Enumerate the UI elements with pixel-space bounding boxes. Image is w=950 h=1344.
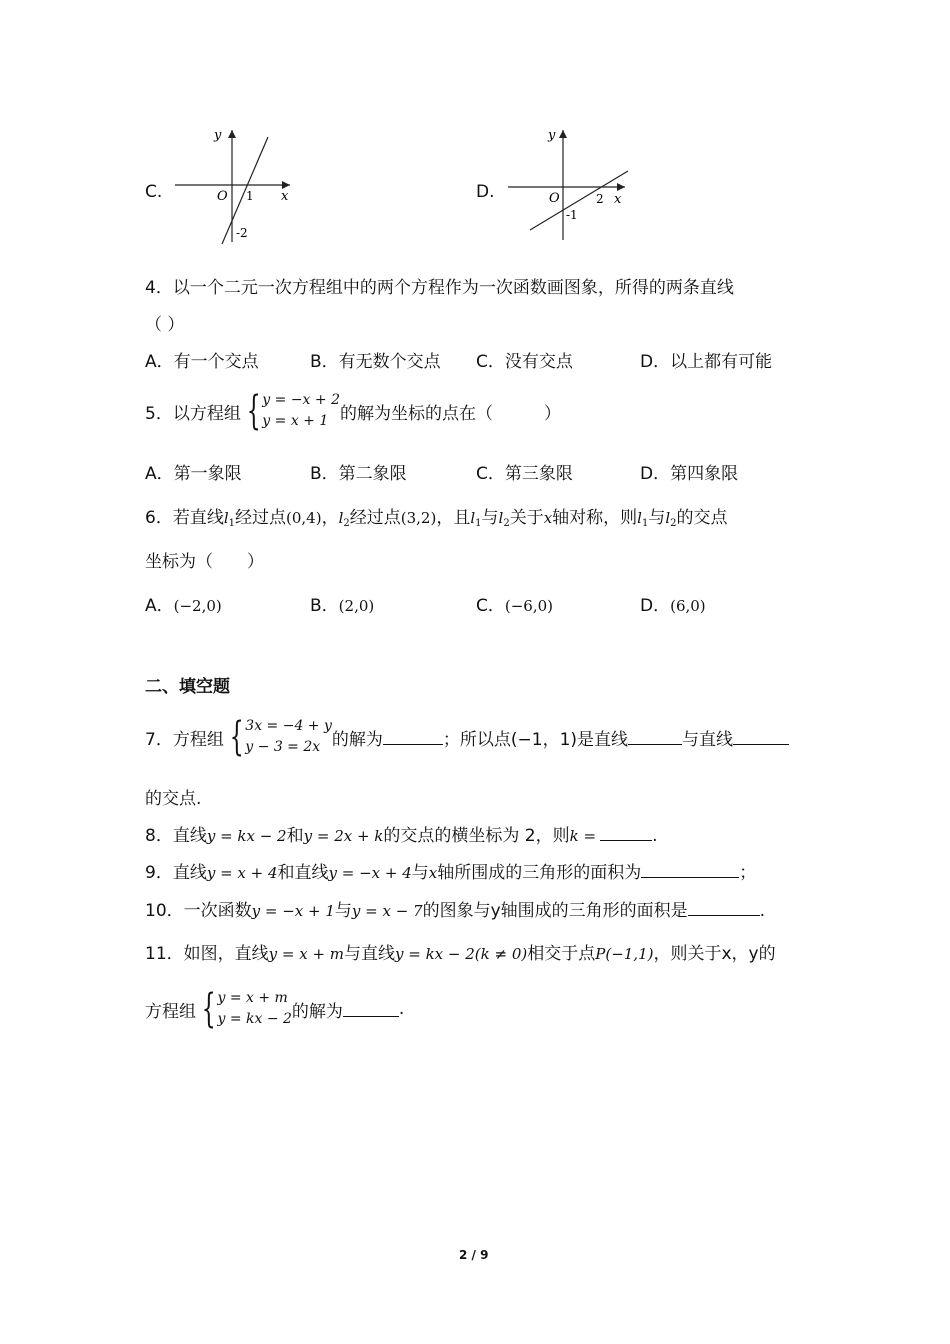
graph-c-tick-y: -2 bbox=[236, 226, 248, 240]
q7-blank-1[interactable] bbox=[383, 730, 443, 745]
graph-c-x-arrow bbox=[282, 181, 290, 189]
graph-c-x-label: x bbox=[281, 189, 289, 204]
q5-option-a: A．第一象限 bbox=[145, 464, 242, 484]
q11-blank[interactable] bbox=[343, 1002, 399, 1017]
q10-blank[interactable] bbox=[688, 901, 760, 916]
graph-c bbox=[170, 122, 300, 247]
graph-d-y-arrow bbox=[559, 130, 567, 138]
question-10: 10．一次函数y = −x + 1与y = x − 7的图象与y轴围成的三角形的面积是 . bbox=[145, 901, 766, 921]
option-d-label: D. bbox=[476, 182, 495, 202]
q5-option-b: B．第二象限 bbox=[310, 464, 407, 484]
graph-c-tick-x: 1 bbox=[246, 189, 254, 203]
question-4: 4．以一个二元一次方程组中的两个方程作为一次函数画图象，所得的两条直线 bbox=[145, 278, 734, 298]
q9-blank[interactable] bbox=[641, 863, 739, 878]
q11-equation-system: { y = x + m y = kx − 2 bbox=[201, 986, 292, 1032]
q4-option-b: B．有无数个交点 bbox=[310, 352, 441, 372]
q4-option-d: D．以上都有可能 bbox=[640, 352, 773, 372]
question-7-line2: 的交点. bbox=[145, 789, 202, 809]
q5-option-d: D．第四象限 bbox=[640, 464, 739, 484]
question-6-line2: 坐标为（ ） bbox=[145, 552, 264, 572]
q6-option-b: B．(2,0) bbox=[310, 596, 375, 616]
section-2-title: 二、填空题 bbox=[145, 677, 230, 697]
q6-option-d: D．(6,0) bbox=[640, 596, 706, 616]
q4-option-c: C．没有交点 bbox=[476, 352, 573, 372]
question-4-paren: （ ） bbox=[145, 315, 185, 335]
option-c-label: C. bbox=[145, 182, 163, 202]
question-9: 9．直线y = x + 4和直线y = −x + 4与x轴所围成的三角形的面积为 ； bbox=[145, 863, 757, 883]
q7-blank-2[interactable] bbox=[628, 730, 682, 745]
graph-d-x-label: x bbox=[614, 192, 622, 207]
question-6: 6．若直线$l_1$经过点(0,4)，$l_2$经过点(3,2)，且$l_1$与$l_2$关于x轴对称，则$l_1$与$l_2$的交点 bbox=[145, 508, 728, 529]
q5-option-c: C．第三象限 bbox=[476, 464, 573, 484]
question-7: 7． 方程组 { 3x = −4 + y y − 3 = 2x 的解为 ；所以点(−1，1)是直线 与直线 bbox=[145, 716, 789, 758]
question-8: 8．直线y = kx − 2和y = 2x + k的交点的横坐标为 2，则k = . bbox=[145, 826, 658, 846]
graph-d-tick-x: 2 bbox=[596, 192, 604, 206]
q6-option-c: C．(−6,0) bbox=[476, 596, 554, 616]
graph-c-origin-label: O bbox=[217, 189, 228, 204]
graph-d-y-label: y bbox=[548, 128, 556, 143]
q5-equation-system: { y = −x + 2 y = x + 1 bbox=[246, 388, 340, 434]
graph-d-x-arrow bbox=[617, 183, 625, 191]
question-11: 11．如图，直线y = x + m与直线y = kx − 2(k ≠ 0)相交于点P(−1,1)，则关于x，y的 bbox=[145, 944, 776, 964]
graph-c-y-arrow bbox=[228, 130, 236, 138]
graph-c-y-label: y bbox=[214, 128, 222, 143]
q6-option-a: A．(−2,0) bbox=[145, 596, 222, 616]
q4-option-a: A．有一个交点 bbox=[145, 352, 259, 372]
page-number: 2 / 9 bbox=[459, 1248, 489, 1262]
graph-d-origin-label: O bbox=[549, 191, 560, 206]
q8-blank[interactable] bbox=[600, 826, 652, 841]
graph-d-tick-y: -1 bbox=[566, 208, 578, 222]
q7-blank-3[interactable] bbox=[733, 730, 789, 745]
q7-equation-system: { 3x = −4 + y y − 3 = 2x bbox=[229, 714, 332, 760]
question-11-line2: 方程组 { y = x + m y = kx − 2 的解为 . bbox=[145, 986, 405, 1032]
graph-d bbox=[500, 122, 635, 244]
question-5: 5． 以方程组 { y = −x + 2 y = x + 1 的解为坐标的点在（ ） bbox=[145, 388, 561, 434]
